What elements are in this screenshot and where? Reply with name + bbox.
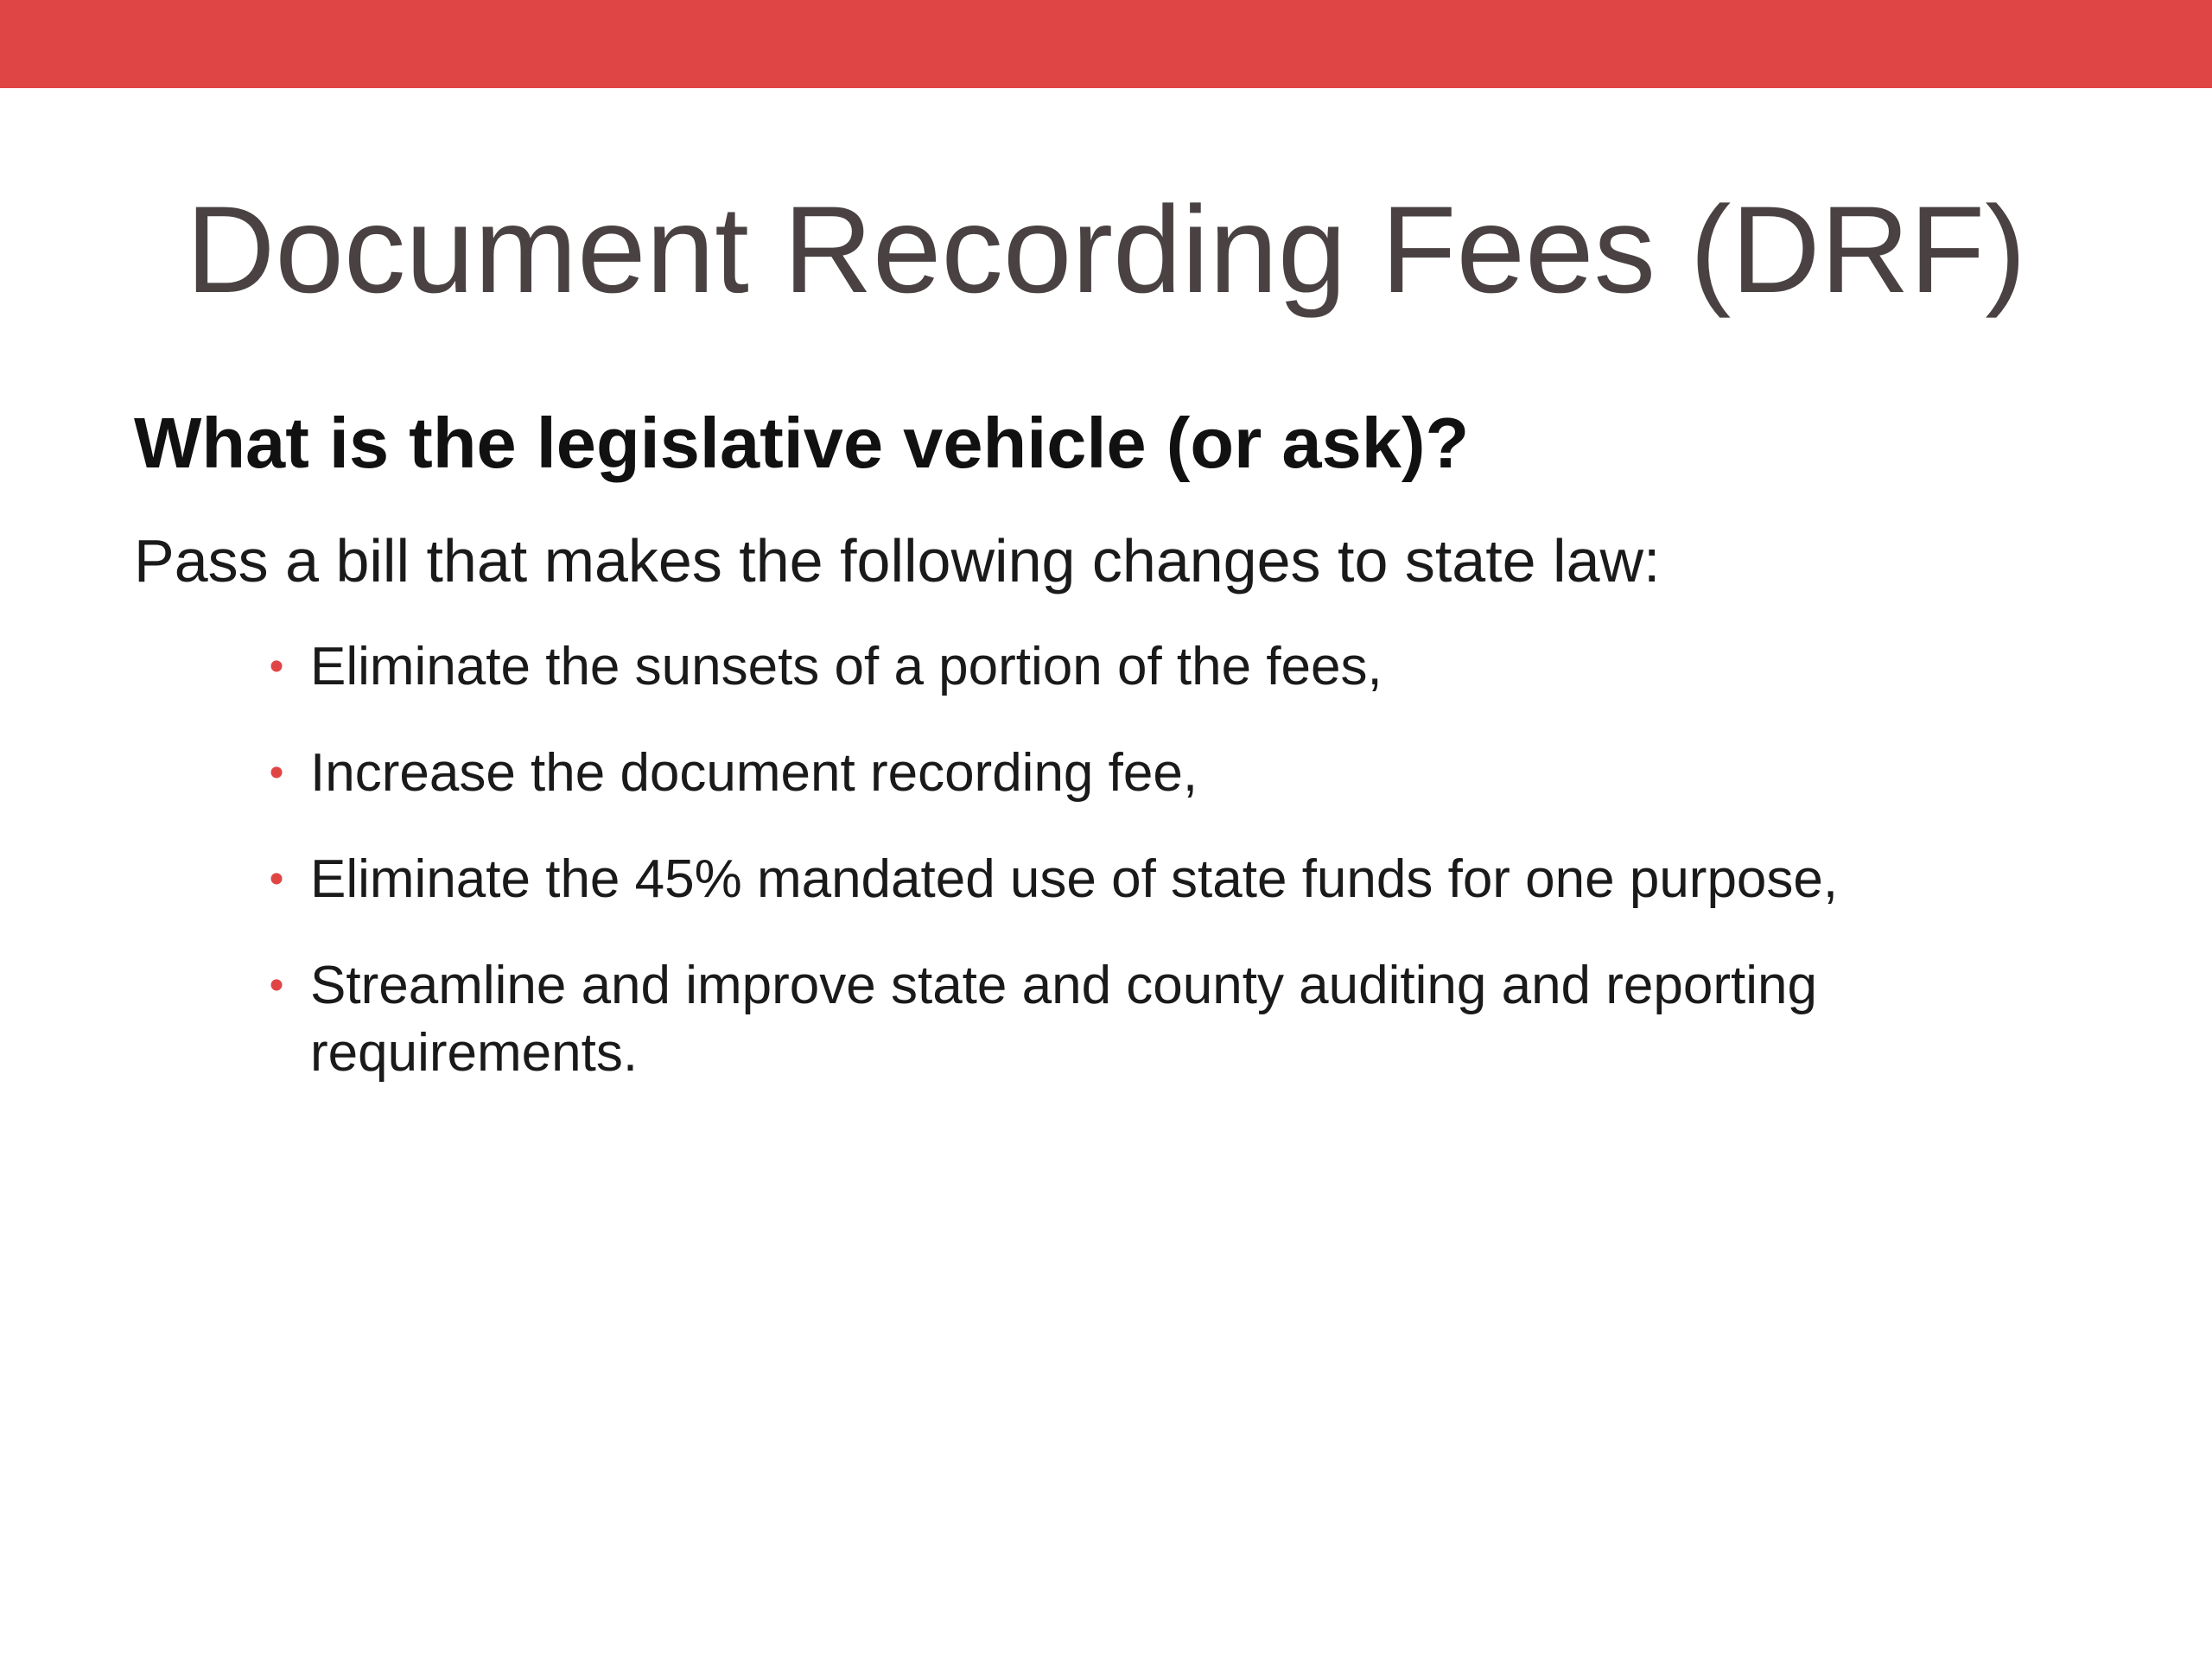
bullet-item xyxy=(264,740,1992,807)
bullet-dot-icon: • xyxy=(269,644,284,690)
bullet-list xyxy=(264,633,1992,1126)
bullet-dot-icon: • xyxy=(269,963,284,1008)
slide-title: Document Recording Fees (DRF) xyxy=(186,181,2026,319)
bullet-text: Streamline and improve state and county auditing and reporting requirements. xyxy=(310,956,1817,1083)
bullet-item xyxy=(264,952,1992,1087)
bullet-item xyxy=(264,846,1992,913)
bullet-dot-icon: • xyxy=(269,750,284,796)
question-heading: What is the legislative vehicle (or ask)? xyxy=(134,403,1470,483)
bullet-item xyxy=(264,633,1992,701)
bullet-dot-icon: • xyxy=(269,856,284,902)
bullet-text: Increase the document recording fee, xyxy=(310,743,1198,803)
top-accent-band xyxy=(0,0,2212,88)
bullet-text: Eliminate the 45% mandated use of state funds for one purpose, xyxy=(310,849,1839,909)
bullet-text: Eliminate the sunsets of a portion of the fees, xyxy=(310,637,1382,696)
intro-text: Pass a bill that makes the following changes to state law: xyxy=(134,527,1661,594)
